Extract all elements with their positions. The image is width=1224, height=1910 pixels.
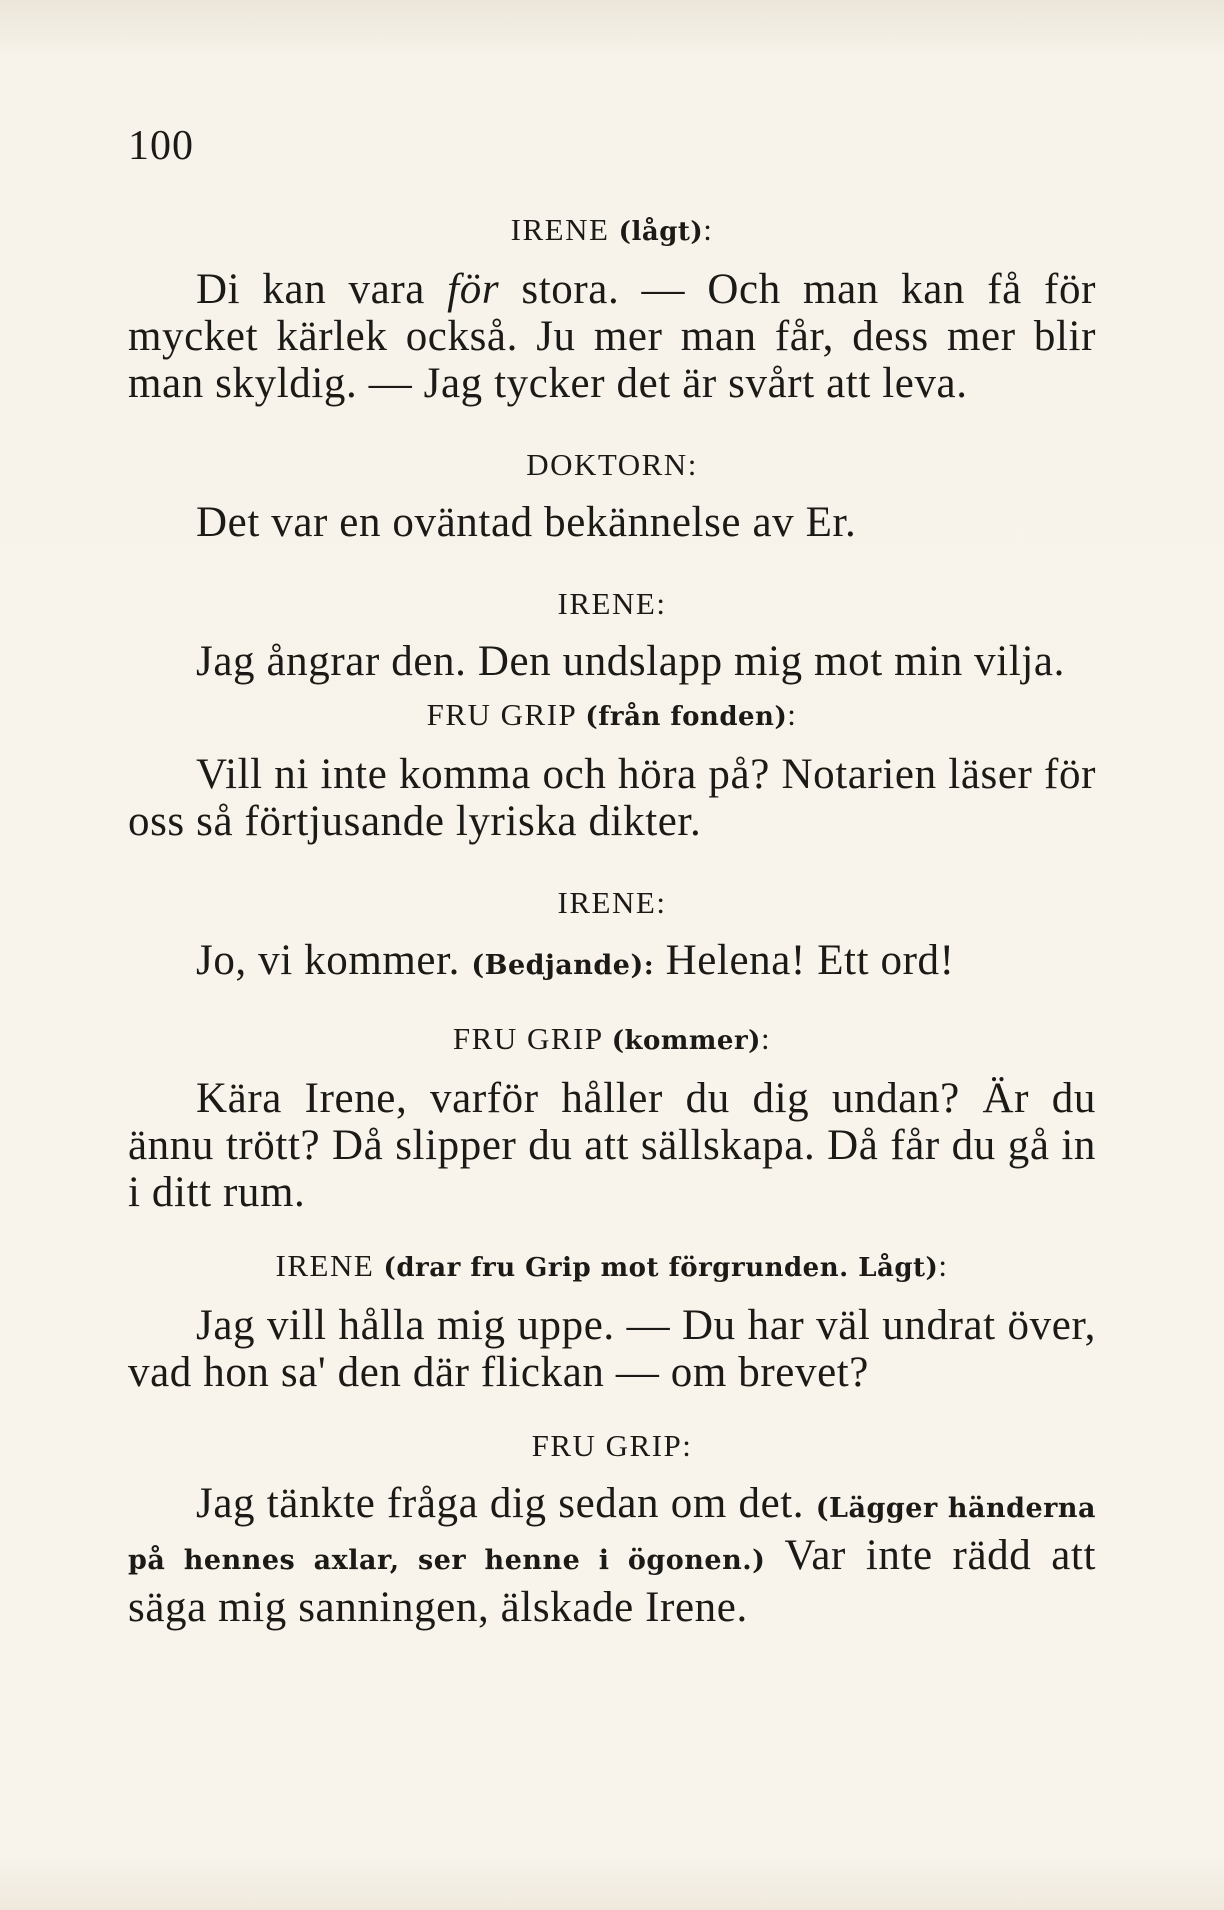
block-spacer [128, 989, 1096, 1019]
stage-direction: (från fonden) [585, 702, 788, 732]
page-number: 100 [128, 123, 194, 169]
heading-spacer [128, 485, 1096, 499]
speaker-colon: : [787, 697, 798, 732]
speaker-name: FRU GRIP [426, 697, 577, 732]
block-spacer [128, 407, 1096, 445]
speech-text: Kära Irene, varför håller du dig undan? Är du ännu trött? Då slipper du att sällskapa. Då får du gå in i ditt rum. [128, 1075, 1096, 1216]
speech-paragraph [128, 1302, 1096, 1396]
heading-spacer [128, 1061, 1096, 1075]
speaker-name: IRENE [275, 1248, 375, 1283]
heading-spacer [128, 1288, 1096, 1302]
emphasis-text: för [447, 266, 500, 313]
speaker-heading [128, 445, 1096, 485]
block-spacer [128, 1216, 1096, 1246]
block-spacer [128, 845, 1096, 883]
inline-stage-direction: (Bedjande): [471, 950, 655, 981]
speech-text: Di kan vara [196, 266, 448, 313]
speech-paragraph [128, 1075, 1096, 1216]
speaker-heading [128, 1426, 1096, 1466]
inline-stage-direction: (Lägger händerna på hennes axlar, ser henne i ögonen.) [128, 1493, 1096, 1576]
speech-paragraph [128, 751, 1096, 845]
dialogue-text [128, 210, 1096, 1631]
speech-paragraph [128, 266, 1096, 407]
speech-text: Jag tänkte fråga dig sedan om det. [196, 1480, 816, 1527]
speaker-colon: : [656, 885, 667, 920]
speaker-colon: : [938, 1248, 949, 1283]
heading-spacer [128, 624, 1096, 638]
heading-spacer [128, 737, 1096, 751]
speaker-name: IRENE [557, 586, 657, 621]
speaker-name: DOKTORN [526, 447, 688, 482]
heading-spacer [128, 923, 1096, 937]
speech-paragraph [128, 499, 1096, 546]
speaker-colon: : [656, 586, 667, 621]
speech-paragraph [128, 937, 1096, 989]
speaker-name: IRENE [557, 885, 657, 920]
block-spacer [128, 546, 1096, 584]
speech-text: Det var en oväntad bekännelse av Er. [196, 499, 857, 546]
block-spacer [128, 1396, 1096, 1426]
speaker-heading [128, 883, 1096, 923]
speech-paragraph [128, 638, 1096, 685]
speaker-colon: : [703, 212, 714, 247]
heading-spacer [128, 1466, 1096, 1480]
speaker-name: IRENE [510, 212, 610, 247]
speaker-heading [128, 1019, 1096, 1061]
speech-text: Jag vill hålla mig uppe. — Du har väl undrat över, vad hon sa' den där flickan — om brevet? [128, 1302, 1096, 1396]
block-spacer [128, 685, 1096, 695]
speaker-colon: : [687, 447, 698, 482]
speaker-colon: : [682, 1428, 693, 1463]
speech-text: Helena! Ett ord! [654, 937, 955, 984]
speech-text: Jag ångrar den. Den undslapp mig mot min vilja. [196, 638, 1065, 685]
speech-text: Vill ni inte komma och höra på? Notarien läser för oss så förtjusande lyriska dikter. [128, 751, 1096, 845]
speech-paragraph [128, 1480, 1096, 1631]
speaker-name: FRU GRIP [531, 1428, 683, 1463]
speaker-colon: : [760, 1021, 772, 1056]
speaker-name: FRU GRIP [452, 1021, 603, 1056]
stage-direction: (drar fru Grip mot förgrunden. Lågt) [383, 1253, 939, 1283]
speaker-heading [128, 210, 1096, 252]
speaker-heading [128, 695, 1096, 737]
speech-text: Jo, vi kommer. [196, 937, 472, 984]
speech-text: stora. — Och man kan få för mycket kärlek också. Ju mer man får, dess mer blir man skyldig. — Jag tycker det är svårt att leva. [128, 266, 1096, 407]
stage-direction: (kommer) [611, 1026, 761, 1056]
speech-text: Var inte rädd att säga mig sanningen, älskade Irene. [128, 1532, 1096, 1631]
stage-direction: (lågt) [618, 217, 704, 247]
heading-spacer [128, 252, 1096, 266]
speaker-heading [128, 1246, 1096, 1288]
speaker-heading [128, 584, 1096, 624]
